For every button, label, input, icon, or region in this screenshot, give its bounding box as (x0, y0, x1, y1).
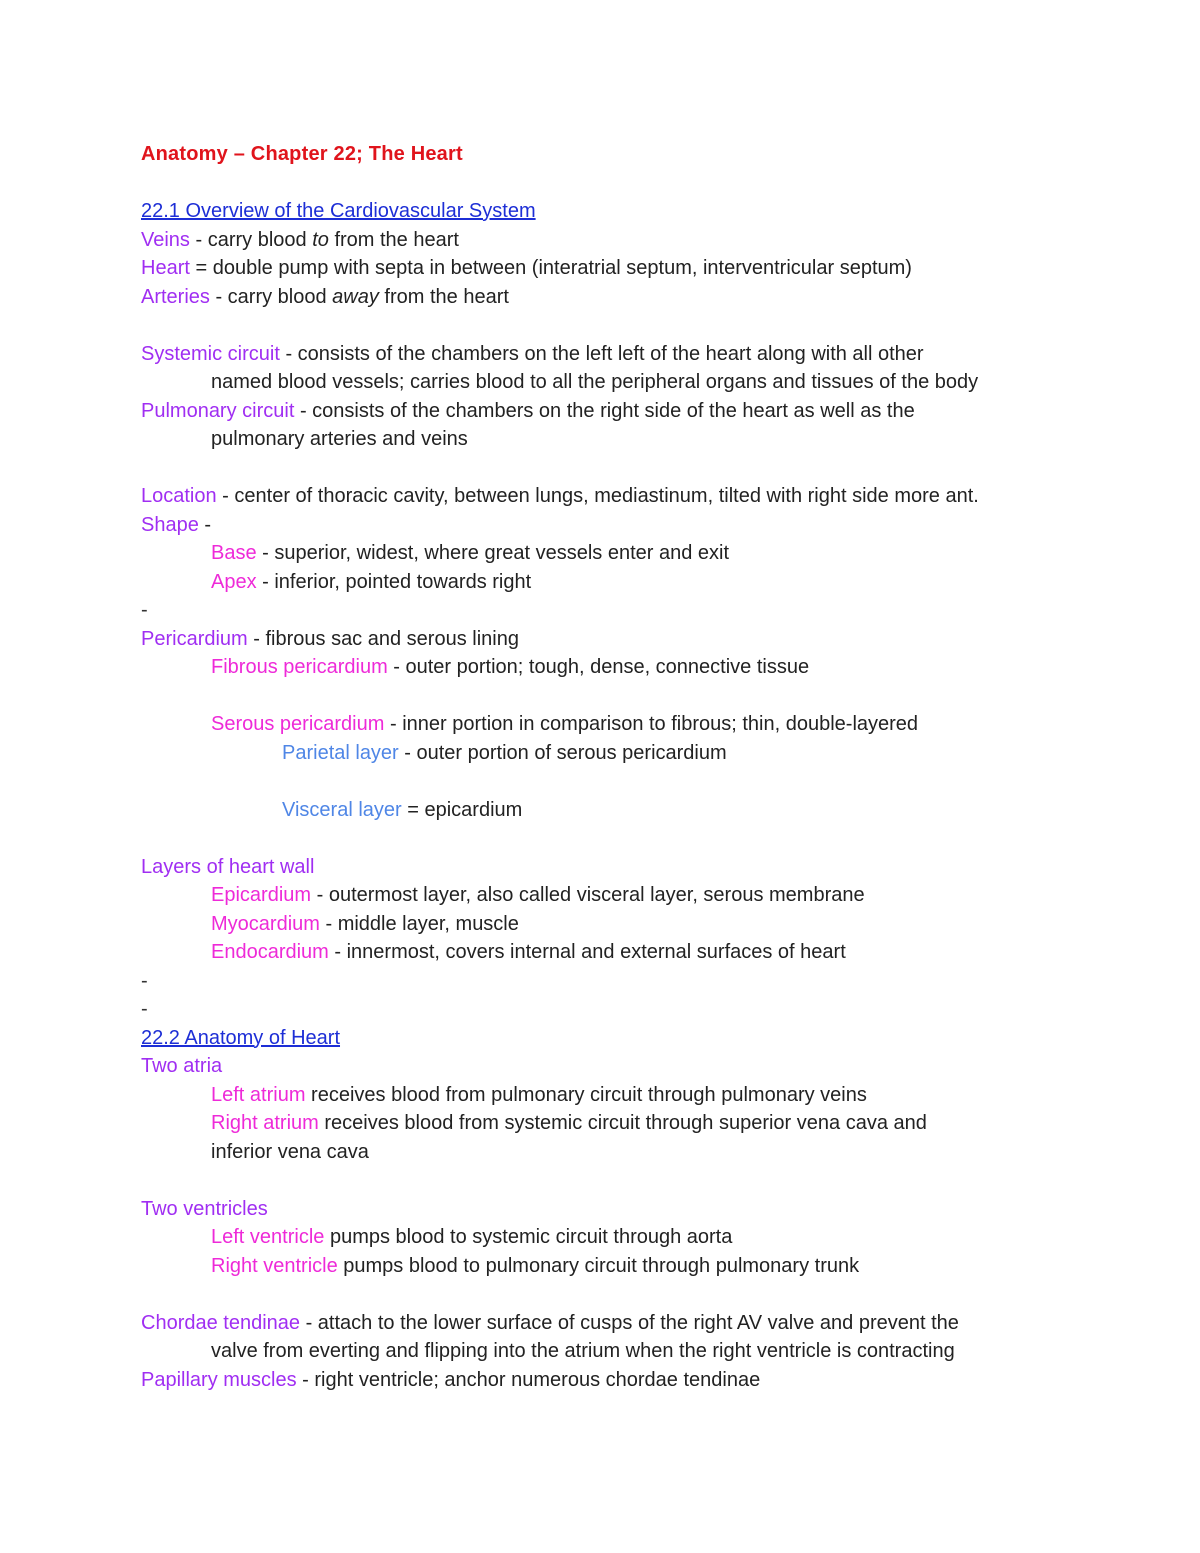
term-layers-of-heart-wall: Layers of heart wall (141, 855, 315, 878)
term-chordae-tendinae: Chordae tendinae (141, 1311, 301, 1334)
chordae-continuation: valve from everting and flipping into the atrium when the right ventricle is contracting (211, 1340, 955, 1362)
shape-line: Shape - (141, 513, 212, 536)
right-atrium-line: Right atrium receives blood from systemic circuit through superior vena cava and (211, 1112, 927, 1134)
parietal-line: Parietal layer - outer portion of serous pericardium (282, 741, 727, 764)
pulmonary-line: Pulmonary circuit - consists of the chambers on the right side of the heart as well as the (141, 399, 915, 422)
term-right-ventricle: Right ventricle (211, 1254, 338, 1277)
term-shape: Shape (141, 513, 199, 536)
term-epicardium: Epicardium (211, 884, 312, 906)
papillary-line: Papillary muscles - right ventricle; anchor numerous chordae tendinae (141, 1368, 761, 1391)
document-title: Anatomy – Chapter 22; The Heart (141, 143, 463, 165)
term-two-ventricles: Two ventricles (141, 1197, 268, 1220)
term-myocardium: Myocardium (211, 912, 320, 935)
chordae-line: Chordae tendinae - attach to the lower surface of cusps of the right AV valve and prevent the (141, 1311, 959, 1334)
epicardium-line: Epicardium - outermost layer, also called visceral layer, serous membrane (211, 884, 865, 906)
term-base: Base (211, 542, 257, 564)
term-arteries: Arteries (141, 285, 210, 308)
term-left-ventricle: Left ventricle (211, 1226, 325, 1248)
document-page (141, 140, 1081, 1394)
term-serous-pericardium: Serous pericardium (211, 713, 385, 735)
left-ventricle-line: Left ventricle pumps blood to systemic circuit through aorta (211, 1226, 733, 1248)
pulmonary-continuation: pulmonary arteries and veins (211, 428, 468, 450)
arteries-line: Arteries - carry blood away from the heart (141, 285, 509, 308)
term-papillary-muscles: Papillary muscles (141, 1368, 297, 1391)
term-left-atrium: Left atrium (211, 1083, 306, 1106)
heart-line: Heart = double pump with septa in between (interatrial septum, interventricular septum) (141, 257, 912, 279)
section-heading-link[interactable]: 22.1 Overview of the Cardiovascular System (141, 200, 536, 222)
endocardium-line: Endocardium - innermost, covers internal and external surfaces of heart (211, 941, 846, 963)
myocardium-line: Myocardium - middle layer, muscle (211, 912, 519, 935)
term-systemic-circuit: Systemic circuit (141, 342, 280, 365)
term-veins: Veins (141, 228, 190, 251)
systemic-continuation: named blood vessels; carries blood to all the peripheral organs and tissues of the body (211, 371, 979, 393)
term-pulmonary-circuit: Pulmonary circuit (141, 399, 295, 422)
term-endocardium: Endocardium (211, 941, 329, 963)
term-right-atrium: Right atrium (211, 1112, 319, 1134)
right-atrium-continuation: inferior vena cava (211, 1140, 369, 1163)
section-heading-link[interactable]: 22.2 Anatomy of Heart (141, 1026, 341, 1049)
dash-separator: - (141, 969, 148, 992)
fibrous-line: Fibrous pericardium - outer portion; tough, dense, connective tissue (211, 656, 810, 678)
base-line: Base - superior, widest, where great vessels enter and exit (211, 542, 730, 564)
right-ventricle-line: Right ventricle pumps blood to pulmonary circuit through pulmonary trunk (211, 1254, 860, 1277)
systemic-line: Systemic circuit - consists of the chambers on the left left of the heart along with all other (141, 342, 924, 365)
location-line: Location - center of thoracic cavity, between lungs, mediastinum, tilted with right side more ant. (141, 485, 979, 507)
term-location: Location (141, 485, 217, 507)
term-parietal-layer: Parietal layer (282, 741, 399, 764)
term-pericardium: Pericardium (141, 627, 248, 650)
term-two-atria: Two atria (141, 1055, 223, 1077)
term-apex: Apex (211, 570, 257, 593)
apex-line: Apex - inferior, pointed towards right (211, 570, 532, 593)
serous-line: Serous pericardium - inner portion in comparison to fibrous; thin, double-layered (211, 713, 919, 735)
term-visceral-layer: Visceral layer (282, 798, 402, 821)
term-fibrous-pericardium: Fibrous pericardium (211, 656, 388, 678)
dash-separator: - (141, 599, 148, 621)
left-atrium-line: Left atrium receives blood from pulmonary circuit through pulmonary veins (211, 1083, 867, 1106)
veins-line: Veins - carry blood to from the heart (141, 228, 459, 251)
dash-separator: - (141, 998, 148, 1020)
pericardium-line: Pericardium - fibrous sac and serous lining (141, 627, 519, 650)
term-heart: Heart (141, 257, 190, 279)
visceral-line: Visceral layer = epicardium (282, 798, 523, 821)
